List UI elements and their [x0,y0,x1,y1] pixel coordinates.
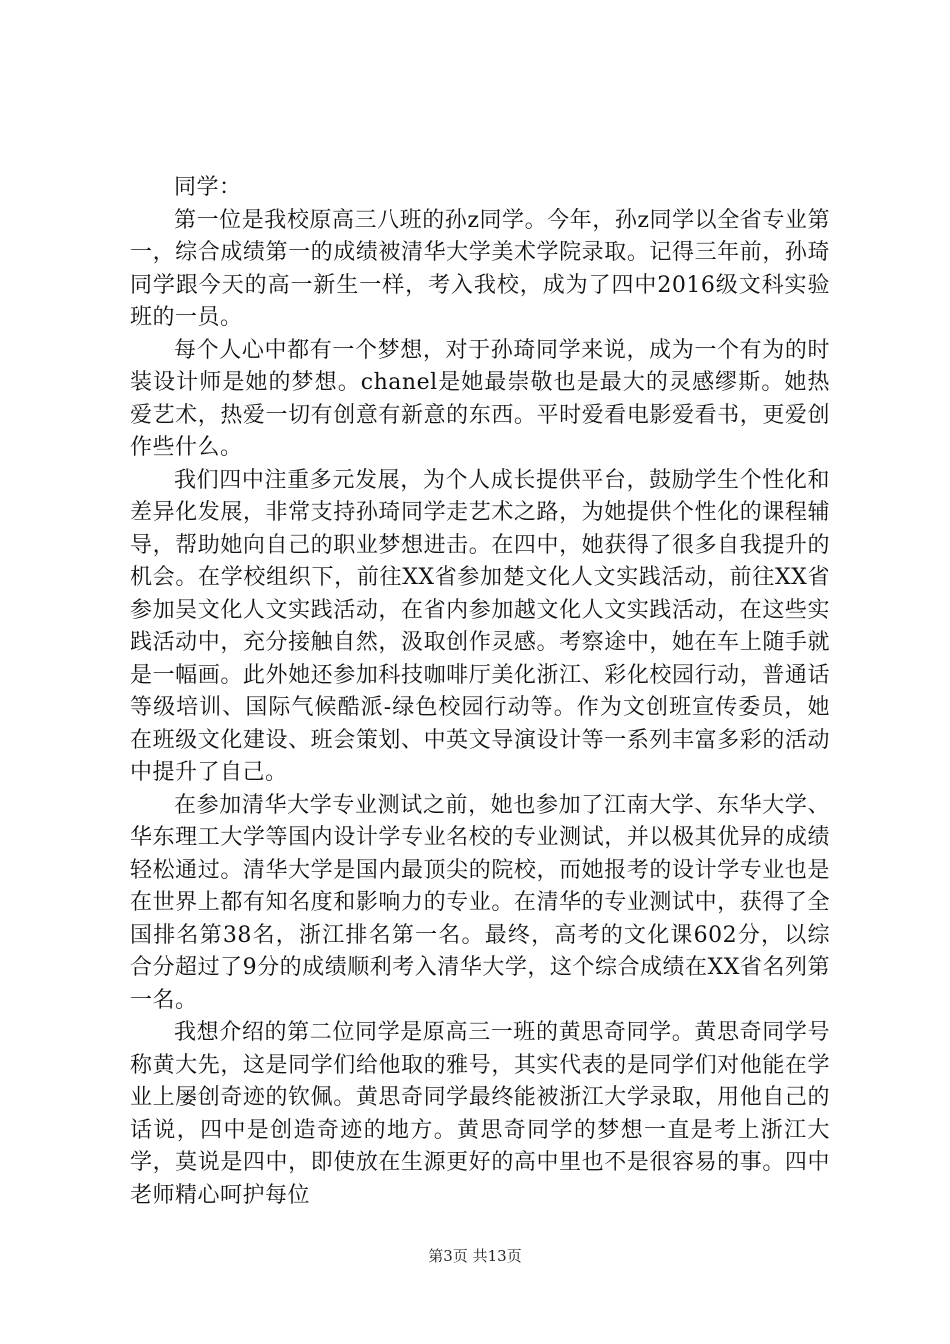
paragraph-2: 每个人心中都有一个梦想，对于孙琦同学来说，成为一个有为的时装设计师是她的梦想。chanel是她最崇敬也是最大的灵感缪斯。她热爱艺术，热爱一切有创意有新意的东西。平时爱看电影爱看书，更爱创作些什么。 [130,337,830,460]
paragraph-salutation: 同学： [174,175,242,200]
document-body [130,172,830,1212]
paragraph-5: 我想介绍的第二位同学是原高三一班的黄思奇同学。黄思奇同学号称黄大先，这是同学们给他取的雅号，其实代表的是同学们对他能在学业上屡创奇迹的钦佩。黄思奇同学最终能被浙江大学录取，用他自己的话说，四中是创造奇迹的地方。黄思奇同学的梦想一直是考上浙江大学，莫说是四中，即使放在生源更好的高中里也不是很容易的事。四中老师精心呵护每位 [130,1020,830,1208]
page-number-footer: 第3页 共13页 [428,1247,522,1265]
paragraph-4: 在参加清华大学专业测试之前，她也参加了江南大学、东华大学、华东理工大学等国内设计学专业名校的专业测试，并以极其优异的成绩轻松通过。清华大学是国内最顶尖的院校，而她报考的设计学专业也是在世界上都有知名度和影响力的专业。在清华的专业测试中，获得了全国排名第38名，浙江排名第一名。最终，高考的文化课602分，以综合分超过了9分的成绩顺利考入清华大学，这个综合成绩在XX省名列第一名。 [130,792,830,1013]
paragraph-3: 我们四中注重多元发展，为个人成长提供平台，鼓励学生个性化和差异化发展，非常支持孙琦同学走艺术之路，为她提供个性化的课程辅导，帮助她向自己的职业梦想进击。在四中，她获得了很多自我提升的机会。在学校组织下，前往XX省参加楚文化人文实践活动，前往XX省参加吴文化人文实践活动，在省内参加越文化人文实践活动，在这些实践活动中，充分接触自然，汲取创作灵感。考察途中，她在车上随手就是一幅画。此外她还参加科技咖啡厅美化浙江、彩化校园行动，普通话等级培训、国际气候酷派-绿色校园行动等。作为文创班宣传委员，她在班级文化建设、班会策划、中英文导演设计等一系列丰富多彩的活动中提升了自己。 [130,467,830,785]
paragraph-1: 第一位是我校原高三八班的孙z同学。今年，孙z同学以全省专业第一，综合成绩第一的成绩被清华大学美术学院录取。记得三年前，孙琦同学跟今天的高一新生一样，考入我校，成为了四中2016级文科实验班的一员。 [130,207,830,330]
